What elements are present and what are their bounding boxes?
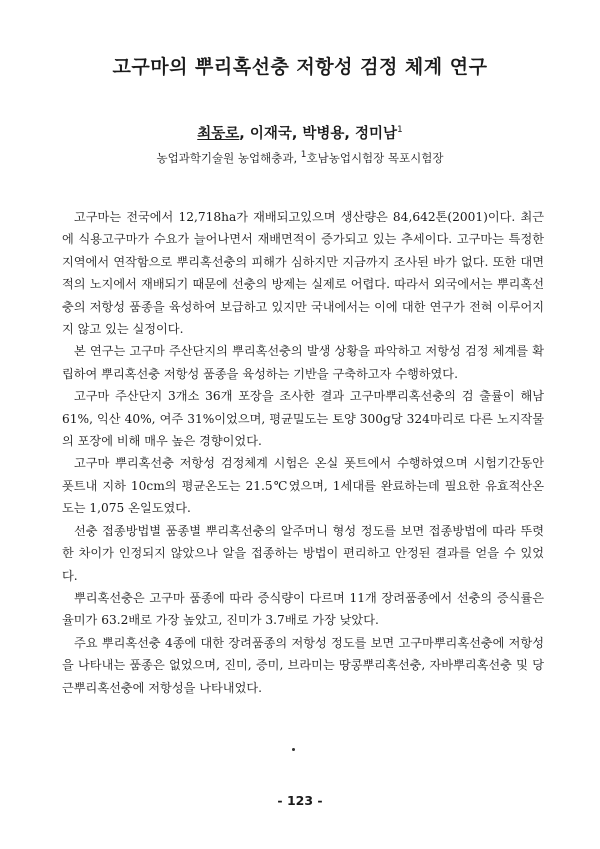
paragraph-7: 주요 뿌리혹선충 4종에 대한 장려품종의 저항성 정도를 보면 고구마뿌리혹선충에 저항성을 나타내는 품종은 없었으며, 진미, 증미, 브라미는 땅콩뿌리혹선충, 자바뿌리혹선충 및 당근뿌리혹선충에 저항성을 나타내었다. [62, 635, 544, 695]
page-number: - 123 - [277, 793, 323, 808]
paragraph-1: 고구마는 전국에서 12,718ha가 재배되고있으며 생산량은 84,642톤(2001)이다. 최근에 식용고구마가 수요가 늘어나면서 재배면적이 증가되고 있는 추세이다. 고구마는 특정한 지역에서 연작함으로 뿌리혹선충의 피해가 심하지만 지금까지 조사된 바가 없다. 또한 대면적의 노지에서 재배되기 때문에 선충의 방제는 실제로 어렵다. 따라서 외국에서는 뿌리혹선충의 저항성 품종을 육성하여 보급하고 있지만 국내에서는 이에 대한 연구가 전혀 이루어지지 않고 있는 실정이다. [62, 210, 544, 337]
affiliation [0, 150, 600, 166]
affiliation-superscript: 1 [300, 150, 307, 161]
author-superscript: 1 [397, 125, 403, 136]
paragraph-4: 고구마 뿌리혹선충 저항성 검정체계 시험은 온실 폿트에서 수행하였으며 시험기간동안 폿트내 지하 10cm의 평균온도는 21.5℃였으며, 1세대를 완료하는데 필요한 유효적산온도는 1,075 온일도였다. [62, 456, 544, 516]
paper-title: 고구마의 뿌리혹선충 저항성 검정 체계 연구 [112, 56, 488, 78]
stray-dot [292, 748, 295, 751]
abstract-body [62, 206, 544, 699]
paragraph-6: 뿌리혹선충은 고구마 품종에 따라 증식량이 다르며 11개 장려품종에서 선충의 증식률은 율미가 63.2배로 가장 높았고, 진미가 3.7배로 가장 낮았다. [62, 590, 544, 628]
first-author: 최동로 [197, 126, 240, 142]
affiliation-part-1: 농업과학기술원 농업해충과, [156, 151, 301, 165]
paragraph-5: 선충 접종방법별 품종별 뿌리혹선충의 알주머니 형성 정도를 보면 접종방법에 따라 뚜렷한 차이가 인정되지 않았으나 알을 접종하는 방법이 편리하고 안정된 결과를 얻을 수 있었다. [62, 523, 544, 583]
affiliation-part-2: 호남농업시험장 목포시험장 [306, 151, 444, 165]
paragraph-3: 고구마 주산단지 3개소 36개 포장을 조사한 결과 고구마뿌리혹선충의 검 출률이 해남 61%, 익산 40%, 여주 31%이었으며, 평균밀도는 토양 300g당 324마리로 다른 노지작물의 포장에 비해 매우 높은 경향이었다. [62, 389, 544, 449]
author-list [0, 122, 600, 143]
other-authors: , 이재국, 박병용, 정미남 [239, 126, 398, 142]
paragraph-2: 본 연구는 고구마 주산단지의 뿌리혹선충의 발생 상황을 파악하고 저항성 검정 체계를 확립하여 뿌리혹선충 저항성 품종을 육성하는 기반을 구축하고자 수행하였다. [62, 344, 544, 381]
